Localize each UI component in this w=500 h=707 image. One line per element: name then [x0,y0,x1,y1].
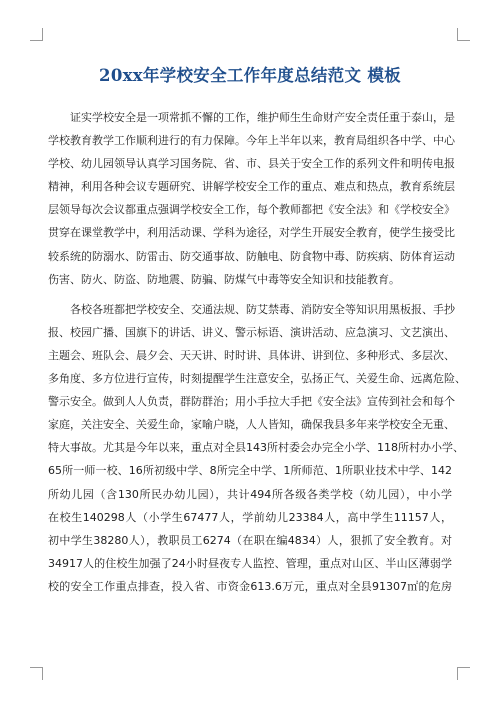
text-line: 学校、幼儿园领导认真学习国务院、省、市、县关于安全工作的系列文件和明传电报 [48,157,455,171]
text-line: 65所一师一校、16所初级中学、8所完全中学、1所师范、1所职业技术中学、142 [48,464,452,478]
document-title: 20xx年学校安全工作年度总结范文 模板 [99,66,401,85]
text-line: 精神，利用各种会议专题研究、讲解学校安全工作的重点、难点和热点，教育系统层 [48,180,455,194]
text-line: 贯穿在课堂教学中，利用活动课、学科为途径，对学生开展安全教育，使学生接受比 [48,226,455,240]
text-line: 较系统的防溺水、防雷击、防交通事故、防触电、防食物中毒、防疾病、防体育运动 [48,249,455,263]
crop-mark-top-right [457,28,470,41]
text-line: 层领导每次会议都重点强调学校安全工作，每个教师都把《安全法》和《学校安全》 [48,203,455,217]
text-line: 在校生140298人（小学生67477人，学前幼儿23384人，高中学生11157人， [48,510,452,524]
text-line: 家庭，关注安全、关爱生命，家喻户晓，人人皆知，确保我县多年来学校安全无重、 [48,418,455,432]
paragraph-spacer [48,291,452,298]
paragraph-2 [48,298,466,598]
text-line: 校的安全工作重点排查，投入省、市资金613.6万元，重点对全县91307㎡的危房 [48,579,452,593]
text-line: 多角度、多方位进行宣传，时刻提醒学生注意安全，弘扬正气、关爱生命、远离危险、 [48,372,466,386]
crop-mark-bottom-right [457,667,470,680]
text-line: 警示安全。做到人人负责，群防群治；用小手拉大手把《安全法》宣传到社会和每个 [48,395,455,409]
text-line: 所幼儿园（含130所民办幼儿园），共计494所各级各类学校（幼儿园），中小学 [48,487,452,501]
text-line: 主题会、班队会、晨夕会、天天讲、时时讲、具体讲、讲到位、多种形式、多层次、 [48,348,455,362]
text-line: 各校各班都把学校安全、交通法规、防艾禁毒、消防安全等知识用黑板报、手抄 [70,302,455,316]
paragraph-1 [48,106,455,291]
crop-mark-top-left [30,28,43,41]
text-line: 伤害、防火、防盗、防地震、防骗、防煤气中毒等安全知识和技能教育。 [48,272,400,286]
text-line: 证实学校安全是一项常抓不懈的工作，维护师生生命财产安全责任重于泰山，是 [70,111,455,124]
text-line: 学校教育教学工作顺利进行的有力保障。今年上半年以来，教育局组织各中学、中心 [48,134,455,148]
document-body [48,106,466,598]
text-line: 报、校园广播、国旗下的讲话、讲义、警示标语、演讲活动、应急演习、文艺演出、 [48,325,455,339]
text-line: 34917人的住校生加强了24小时昼夜专人监控、管理，重点对山区、半山区薄弱学 [48,556,452,570]
text-line: 特大事故。尤其是今年以来，重点对全县143所村委会办完全小学、118所村办小学、 [48,441,464,455]
crop-mark-bottom-left [30,667,43,680]
text-line: 初中学生38280人），教职员工6274（在职在编4834）人，狠抓了安全教育。对 [48,533,452,547]
